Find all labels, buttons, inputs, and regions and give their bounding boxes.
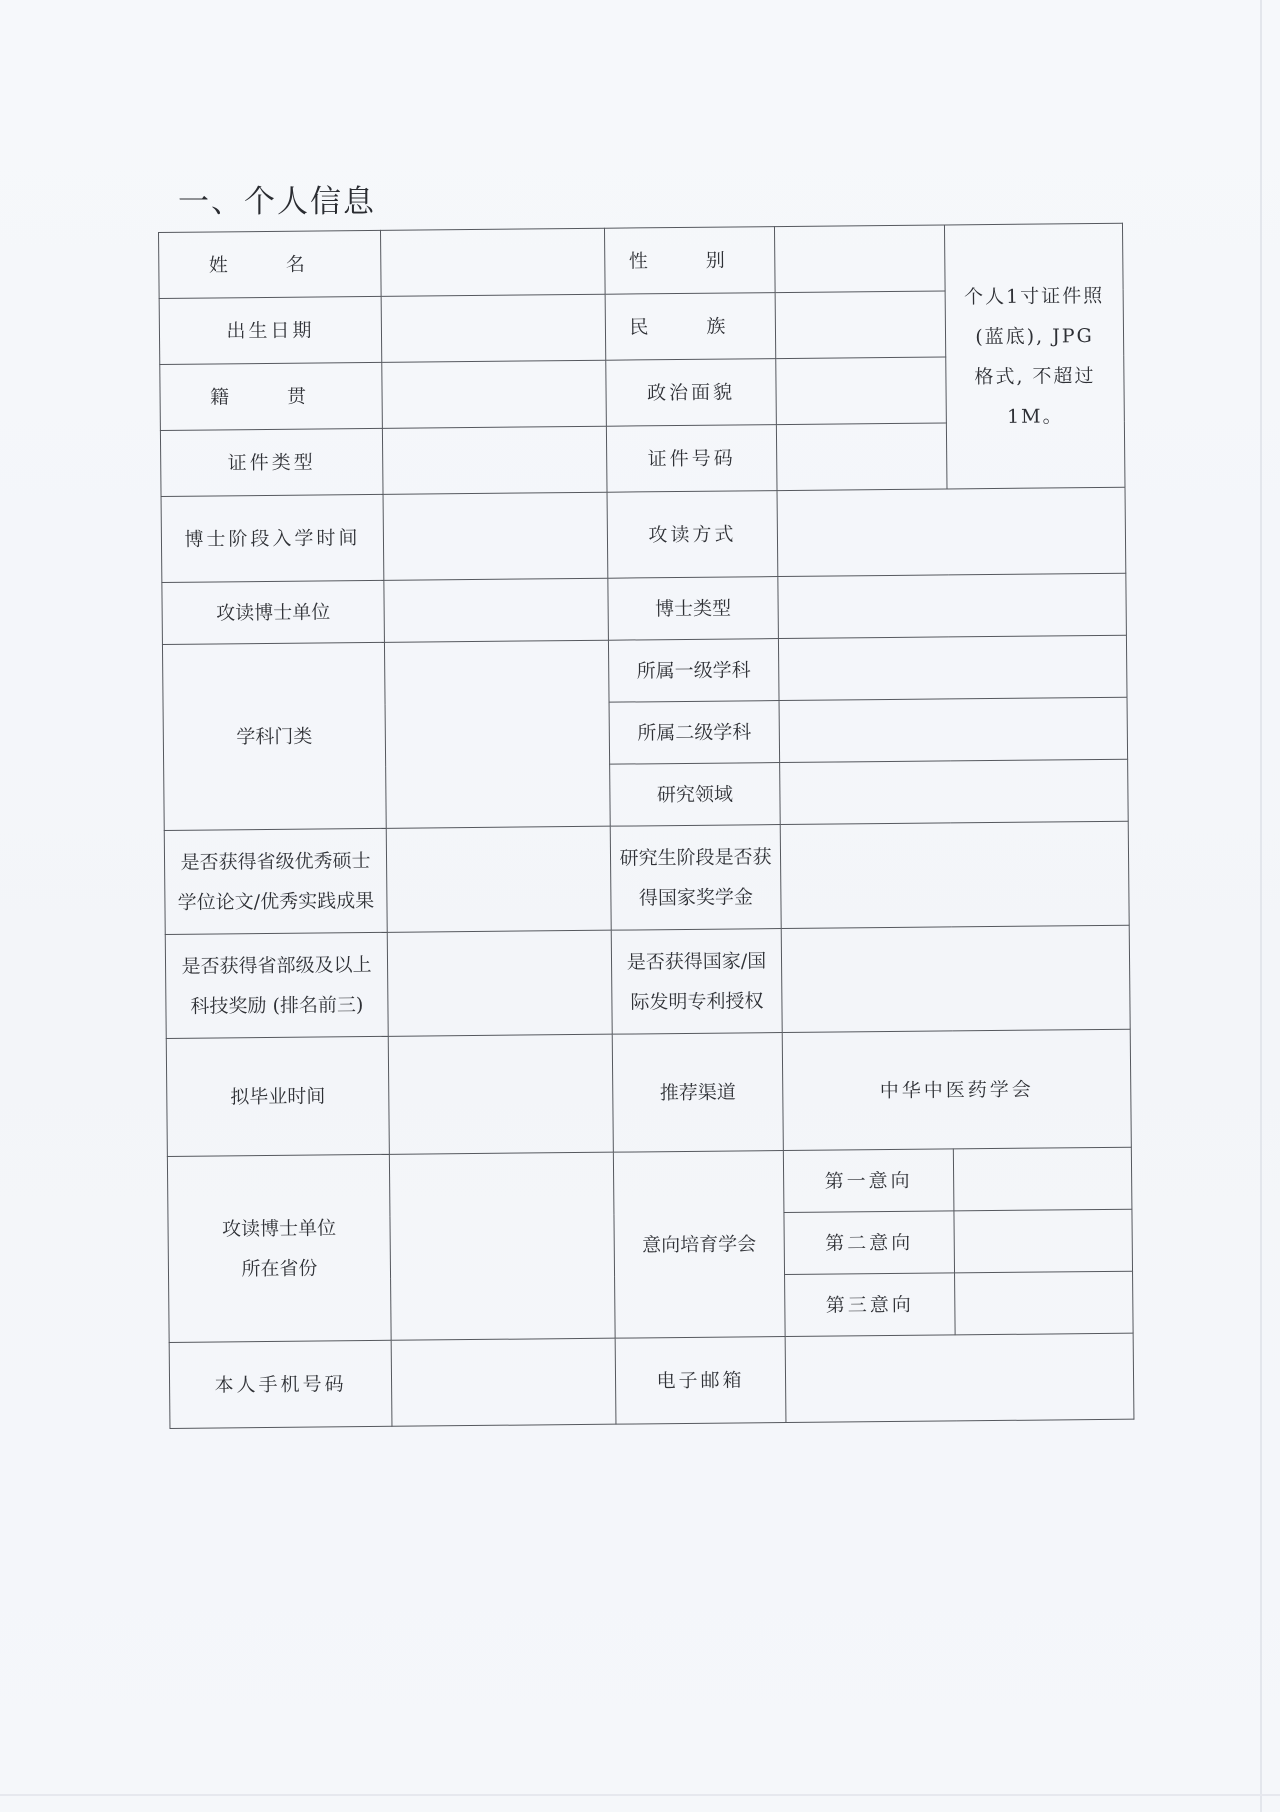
- institution-province-label-line1: 攻读博士单位: [221, 1216, 337, 1240]
- photo-placeholder[interactable]: [944, 223, 1125, 489]
- phd-type-label: 博士类型: [608, 577, 779, 641]
- patent-label: [611, 929, 782, 1035]
- intended-society-label: 意向培育学会: [613, 1151, 785, 1339]
- first-level-discipline-field[interactable]: [778, 635, 1127, 700]
- name-label: 姓 名: [159, 230, 382, 298]
- id-type-field[interactable]: [382, 426, 607, 494]
- native-place-field[interactable]: [382, 360, 607, 428]
- tech-award-field[interactable]: [387, 930, 612, 1036]
- gender-field[interactable]: [774, 225, 945, 293]
- photo-note-line: (蓝底), JPG: [975, 324, 1094, 348]
- ethnicity-label: 民 族: [605, 293, 776, 361]
- id-number-label: 证件号码: [606, 425, 777, 493]
- gender-label: 性 别: [604, 227, 775, 295]
- excellent-thesis-label: [164, 828, 387, 934]
- patent-field[interactable]: [781, 925, 1130, 1032]
- political-status-label: 政治面貌: [606, 359, 777, 427]
- table-row: [159, 223, 1124, 298]
- excellent-thesis-label-line1: 是否获得省级优秀硕士: [180, 849, 371, 874]
- phd-enroll-time-field[interactable]: [383, 492, 608, 580]
- tech-award-label-line1: 是否获得省部级及以上: [181, 953, 372, 978]
- second-choice-label: 第二意向: [784, 1211, 955, 1275]
- research-field-field[interactable]: [780, 759, 1129, 824]
- third-choice-label: 第三意向: [785, 1273, 956, 1337]
- table-row: [164, 821, 1129, 934]
- patent-label-line1: 是否获得国家/国: [626, 949, 767, 974]
- section-title: 一、个人信息: [178, 184, 376, 220]
- third-choice-field[interactable]: [955, 1271, 1134, 1335]
- tech-award-label: [165, 932, 388, 1038]
- photo-note-line: 格式, 不超过: [974, 364, 1096, 388]
- study-mode-field[interactable]: [777, 487, 1126, 576]
- phd-institution-field[interactable]: [384, 578, 609, 642]
- national-scholarship-field[interactable]: [780, 821, 1129, 928]
- expected-graduation-label: 拟毕业时间: [166, 1036, 389, 1156]
- political-status-field[interactable]: [776, 357, 947, 425]
- table-row: [166, 1029, 1131, 1156]
- table-row: [161, 487, 1126, 582]
- institution-province-label-line2: 所在省份: [241, 1257, 318, 1280]
- institution-province-label: [167, 1154, 391, 1342]
- excellent-thesis-field[interactable]: [386, 826, 611, 932]
- mobile-label: 本人手机号码: [169, 1340, 392, 1428]
- native-place-label: 籍 贯: [160, 362, 383, 430]
- recommend-channel-label: 推荐渠道: [612, 1033, 783, 1153]
- phd-type-field[interactable]: [778, 573, 1127, 638]
- table-row: [165, 925, 1130, 1038]
- expected-graduation-field[interactable]: [388, 1034, 613, 1154]
- discipline-category-label: 学科门类: [162, 642, 386, 830]
- id-number-field[interactable]: [776, 423, 947, 491]
- scan-edge: [0, 1794, 1280, 1796]
- national-scholarship-label-line2: 得国家奖学金: [638, 885, 754, 909]
- mobile-field[interactable]: [391, 1338, 616, 1426]
- personal-info-table: [158, 223, 1134, 1429]
- birth-date-label: 出生日期: [159, 296, 382, 364]
- scan-edge: [1260, 0, 1262, 1812]
- birth-date-field[interactable]: [381, 294, 606, 362]
- phd-institution-label: 攻读博士单位: [162, 580, 385, 644]
- photo-note-line: 1M。: [1006, 404, 1064, 428]
- phd-enroll-time-label: 博士阶段入学时间: [161, 494, 384, 582]
- id-type-label: 证件类型: [160, 428, 383, 496]
- first-choice-field[interactable]: [953, 1147, 1132, 1211]
- name-field[interactable]: [380, 228, 605, 296]
- table-row: [162, 573, 1127, 644]
- ethnicity-field[interactable]: [775, 291, 946, 359]
- second-level-discipline-field[interactable]: [779, 697, 1128, 762]
- research-field-label: 研究领域: [610, 763, 781, 827]
- excellent-thesis-label-line2: 学位论文/优秀实践成果: [177, 889, 375, 914]
- patent-label-line2: 际发明专利授权: [630, 989, 764, 1014]
- email-label: 电子邮箱: [615, 1337, 786, 1425]
- national-scholarship-label: [610, 825, 781, 931]
- tech-award-label-line2: 科技奖励 (排名前三): [190, 993, 364, 1018]
- table-row: [169, 1333, 1134, 1428]
- first-choice-label: 第一意向: [783, 1149, 954, 1213]
- first-level-discipline-label: 所属一级学科: [608, 639, 779, 703]
- photo-note-line: 个人1寸证件照: [964, 284, 1105, 308]
- study-mode-label: 攻读方式: [607, 491, 778, 579]
- email-field[interactable]: [785, 1333, 1134, 1422]
- institution-province-field[interactable]: [389, 1152, 615, 1340]
- table-row: [167, 1147, 1132, 1218]
- second-choice-field[interactable]: [954, 1209, 1133, 1273]
- national-scholarship-label-line1: 研究生阶段是否获: [619, 845, 772, 870]
- second-level-discipline-label: 所属二级学科: [609, 701, 780, 765]
- table-row: [162, 635, 1127, 706]
- recommend-channel-value[interactable]: 中华中医药学会: [782, 1029, 1131, 1150]
- discipline-category-field[interactable]: [384, 640, 610, 828]
